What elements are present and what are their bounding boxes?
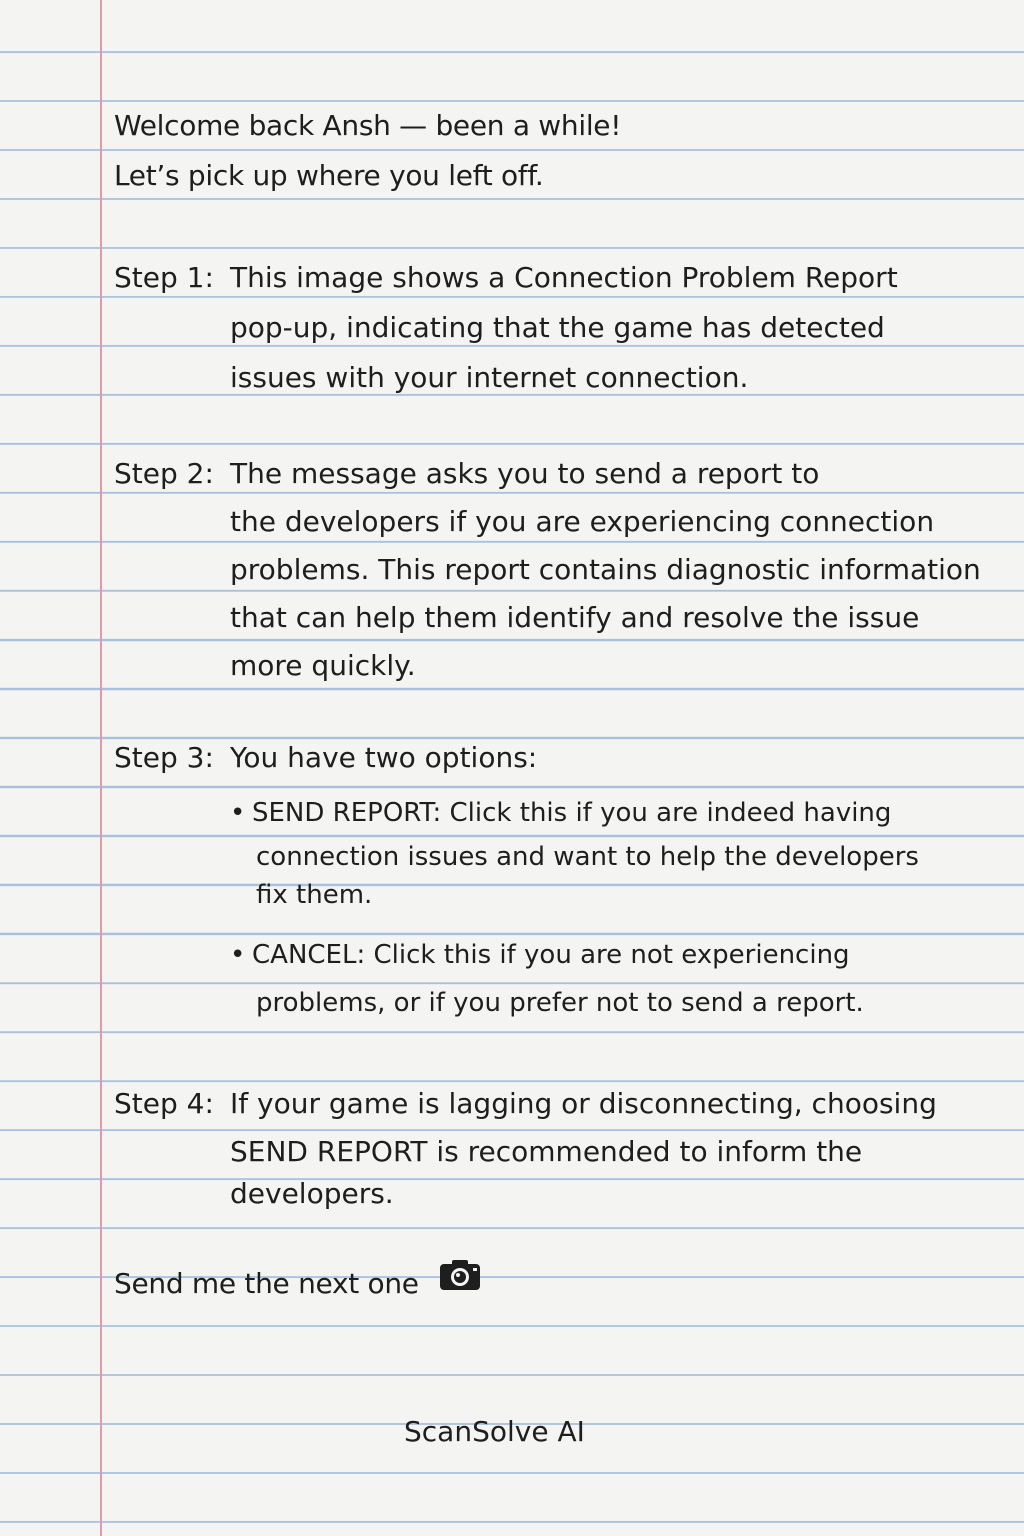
step-2-line-2: the developers if you are experiencing connection <box>230 505 935 538</box>
greeting-line-2: Let’s pick up where you left off. <box>114 159 544 192</box>
bullet-dot: • <box>230 798 246 828</box>
closing-line <box>114 1260 481 1308</box>
step-2-line-4: that can help them identify and resolve the issue <box>230 601 920 634</box>
camera-icon <box>439 1258 481 1307</box>
step-4-line-2: SEND REPORT is recommended to inform the <box>230 1135 863 1168</box>
step-2-label: Step 2: <box>114 457 214 490</box>
step-1-line-2: pop-up, indicating that the game has detected <box>230 311 885 344</box>
option-2-line-1: CANCEL: Click this if you are not experiencing <box>252 940 850 970</box>
greeting-line-1: Welcome back Ansh — been a while! <box>114 109 622 142</box>
step-2-line-5: more quickly. <box>230 649 416 682</box>
signature: ScanSolve AI <box>404 1415 585 1448</box>
step-1-line-3: issues with your internet connection. <box>230 361 749 394</box>
option-1-line-3: fix them. <box>256 880 373 910</box>
option-2-line-2: problems, or if you prefer not to send a report. <box>256 988 864 1018</box>
step-1-label: Step 1: <box>114 261 214 294</box>
step-4-line-1: If your game is lagging or disconnecting, choosing <box>230 1087 937 1120</box>
step-2-line-3: problems. This report contains diagnostic information <box>230 553 981 586</box>
step-4-line-3: developers. <box>230 1177 394 1210</box>
option-1-line-1: SEND REPORT: Click this if you are indeed having <box>252 798 892 828</box>
margin-line <box>100 0 102 1536</box>
step-3-label: Step 3: <box>114 741 214 774</box>
step-2-line-1: The message asks you to send a report to <box>230 457 820 490</box>
closing-text: Send me the next one <box>114 1267 419 1300</box>
bullet-dot: • <box>230 940 246 970</box>
step-4-label: Step 4: <box>114 1087 214 1120</box>
step-1-line-1: This image shows a Connection Problem Report <box>230 261 898 294</box>
step-3-line-1: You have two options: <box>230 741 538 774</box>
option-1-line-2: connection issues and want to help the developers <box>256 842 919 872</box>
